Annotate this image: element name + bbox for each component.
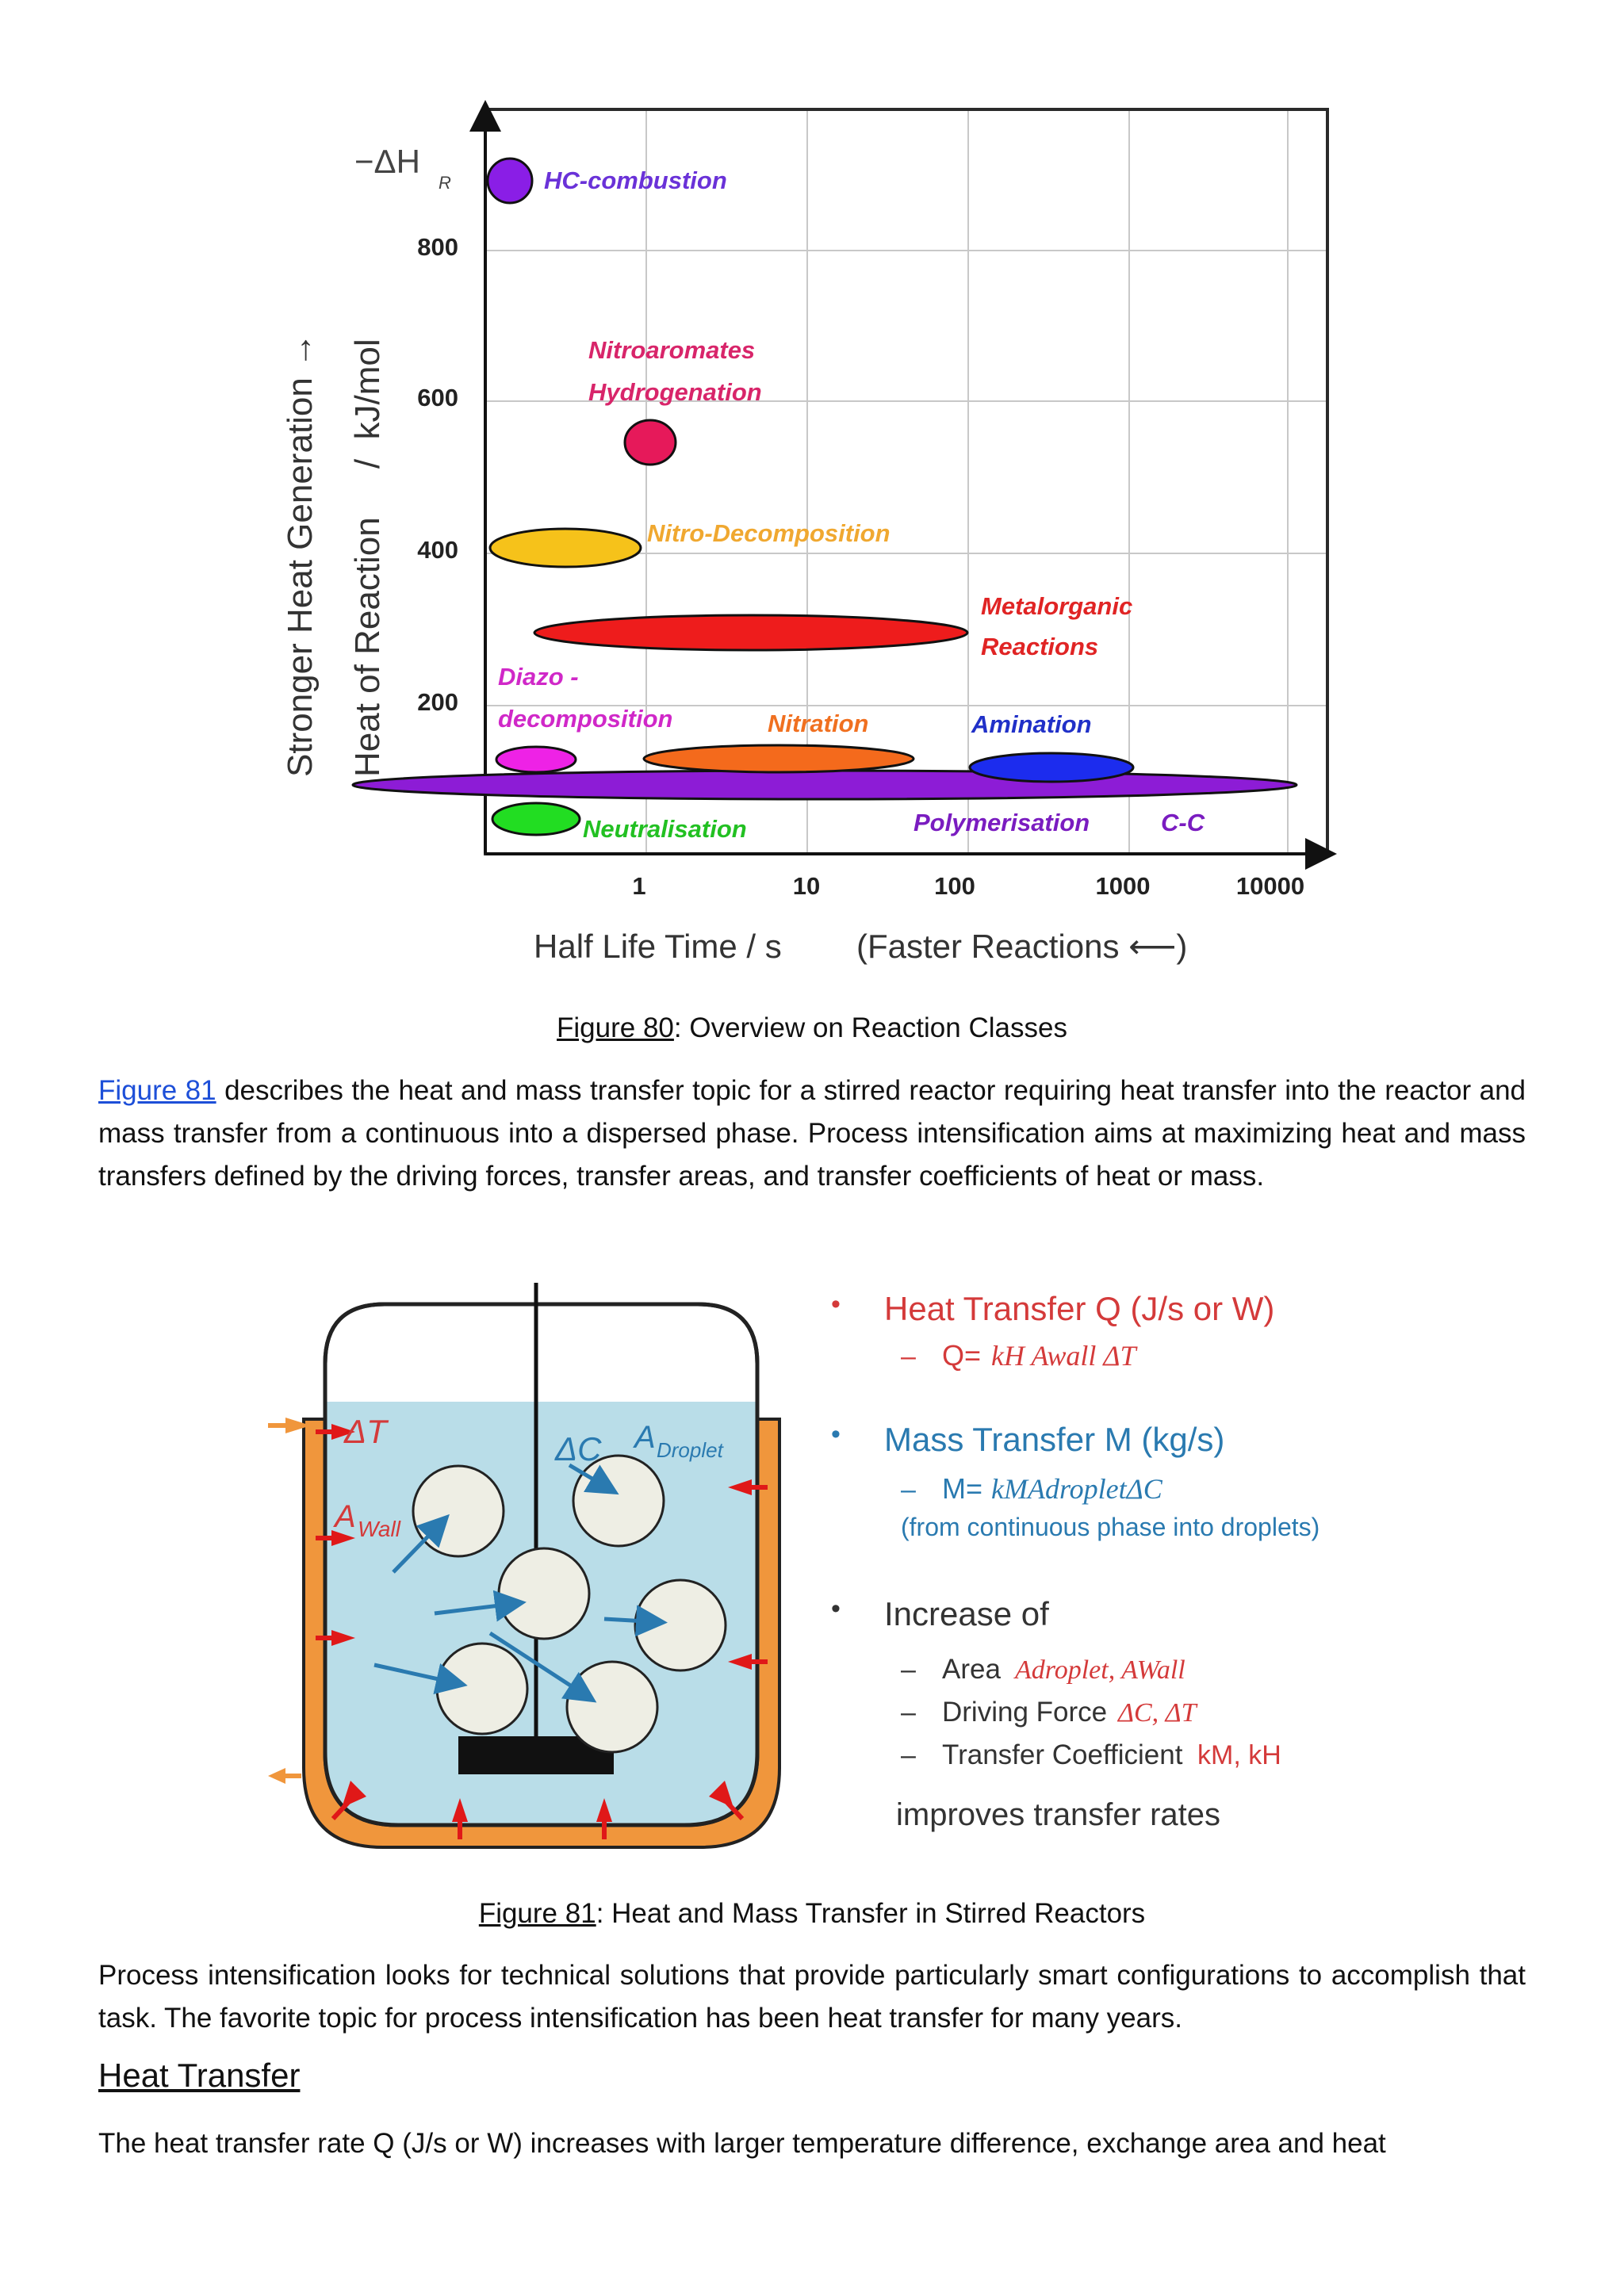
y-symbol-sub: R: [439, 173, 451, 193]
bullet-heat: •: [831, 1289, 841, 1319]
y-tick-800: 800: [417, 233, 458, 261]
mass-transfer-title: Mass Transfer M (kg/s): [884, 1421, 1225, 1458]
x-axis-title-extra: (Faster Reactions ⟵): [856, 928, 1188, 965]
bubble-nitration: [644, 745, 914, 772]
figure-80-caption-label: Figure 80: [557, 1012, 674, 1043]
heat-eq-prefix: Q=: [942, 1339, 982, 1372]
bubble-metalorganic: [534, 615, 967, 650]
coef-vars: kM, kH: [1197, 1740, 1281, 1770]
label-reactions: Reactions: [981, 633, 1099, 660]
y-tick-200: 200: [417, 688, 458, 716]
droplet: [499, 1548, 589, 1639]
y-axis-title-inner: Heat of Reaction / kJ/mol: [348, 339, 387, 777]
figure-80-caption: [0, 1012, 1624, 1044]
coef-label: Transfer Coefficient: [942, 1739, 1183, 1770]
bubble-nitroaromates: [625, 420, 676, 465]
label-delta-c: ΔC: [555, 1430, 602, 1468]
section-heading-heat-transfer: Heat Transfer: [98, 2057, 301, 2094]
area-label: Area: [942, 1654, 1001, 1685]
dash-area: –: [901, 1655, 916, 1685]
stirred-reactor-figure: [254, 1269, 1380, 1859]
label-amination: Amination: [971, 710, 1092, 738]
bubble-polymerisation: [353, 771, 1297, 799]
label-a-droplet-sub: Droplet: [657, 1438, 723, 1462]
chart-frame: [485, 109, 1327, 854]
label-polymerisation: Polymerisation: [914, 809, 1090, 836]
bubble-nitro-decomposition: [490, 529, 641, 567]
label-nitration: Nitration: [768, 710, 869, 737]
x-tick-10000: 10000: [1235, 872, 1305, 900]
label-hc-combustion: HC-combustion: [544, 166, 727, 194]
x-tick-100: 100: [934, 872, 975, 900]
x-tick-1000: 1000: [1095, 872, 1151, 900]
droplet: [567, 1662, 657, 1752]
dash-force: –: [901, 1697, 916, 1728]
x-axis-title: Half Life Time / s: [534, 928, 782, 965]
force-label: Driving Force: [942, 1697, 1108, 1728]
droplet: [573, 1456, 664, 1546]
bullet-increase: •: [831, 1594, 841, 1624]
reaction-classes-chart: [262, 87, 1356, 983]
label-decomposition: decomposition: [498, 705, 673, 733]
label-diazo: Diazo -: [498, 663, 579, 691]
y-axis-title-outer: Stronger Heat Generation →: [281, 332, 320, 777]
label-a-wall-sub: Wall: [358, 1517, 400, 1541]
bubble-hc-combustion: [488, 159, 532, 203]
x-tick-10: 10: [792, 872, 821, 900]
droplet: [437, 1644, 527, 1734]
mass-eq-prefix: M=: [942, 1472, 983, 1505]
figure-81-link[interactable]: Figure 81: [98, 1075, 216, 1106]
paragraph-figure-81-intro: [98, 1070, 1526, 1198]
dash-mass: –: [901, 1475, 916, 1505]
improves-text: improves transfer rates: [896, 1797, 1221, 1832]
label-a-wall: A: [335, 1499, 356, 1534]
label-a-droplet: A: [634, 1420, 656, 1455]
paragraph-process-intensification: Process intensification looks for technical solutions that provide particularly smart configurations to accomplish that task. The favorite topic for process intensification has been heat transfer for many years.: [98, 1960, 1526, 2034]
label-c-c: C-C: [1161, 809, 1205, 836]
force-vars: ΔC, ΔT: [1118, 1698, 1197, 1728]
mass-eq: kMAdropletΔC: [991, 1473, 1162, 1505]
droplet: [635, 1580, 726, 1670]
label-nitro-decomposition: Nitro-Decomposition: [647, 519, 891, 547]
heat-eq: kH Awall ΔT: [991, 1340, 1136, 1372]
bullet-mass: •: [831, 1419, 841, 1449]
figure-80-caption-text: : Overview on Reaction Classes: [673, 1012, 1067, 1043]
y-tick-400: 400: [417, 536, 458, 564]
heat-transfer-title: Heat Transfer Q (J/s or W): [884, 1290, 1275, 1327]
bubble-neutralisation: [492, 803, 580, 835]
y-tick-600: 600: [417, 384, 458, 411]
label-hydrogenation: Hydrogenation: [588, 378, 762, 406]
droplet: [413, 1466, 504, 1556]
label-nitroaromates: Nitroaromates: [588, 336, 756, 364]
increase-title: Increase of: [884, 1595, 1049, 1632]
dash-coef: –: [901, 1740, 916, 1770]
mass-note: (from continuous phase into droplets): [901, 1513, 1320, 1541]
x-tick-1: 1: [632, 872, 646, 900]
y-symbol: −ΔH: [354, 143, 420, 180]
chart-grid: [485, 109, 1327, 854]
label-neutralisation: Neutralisation: [583, 815, 747, 843]
label-metalorganic: Metalorganic: [981, 592, 1133, 620]
bubble-diazo: [496, 747, 576, 772]
paragraph-1-text: describes the heat and mass transfer topic for a stirred reactor requiring heat transfer into the reactor and mass transfer from a continuous into a dispersed phase. Process intensification aims at maximizing heat and mass transfers defined by the driving forces, transfer areas, and transfer coefficients of heat or mass.: [98, 1075, 1526, 1192]
paragraph-heat-transfer-rate: The heat transfer rate Q (J/s or W) increases with larger temperature difference, exchange area and heat: [98, 2128, 1386, 2159]
figure-81-caption: [0, 1898, 1624, 1930]
figure-81-caption-label: Figure 81: [478, 1898, 596, 1929]
bubble-amination: [970, 753, 1133, 782]
figure-81-caption-text: : Heat and Mass Transfer in Stirred Reactors: [596, 1898, 1146, 1929]
area-vars: Adroplet, AWall: [1015, 1655, 1185, 1685]
label-delta-t: ΔT: [344, 1413, 387, 1450]
dash-heat: –: [901, 1341, 916, 1372]
